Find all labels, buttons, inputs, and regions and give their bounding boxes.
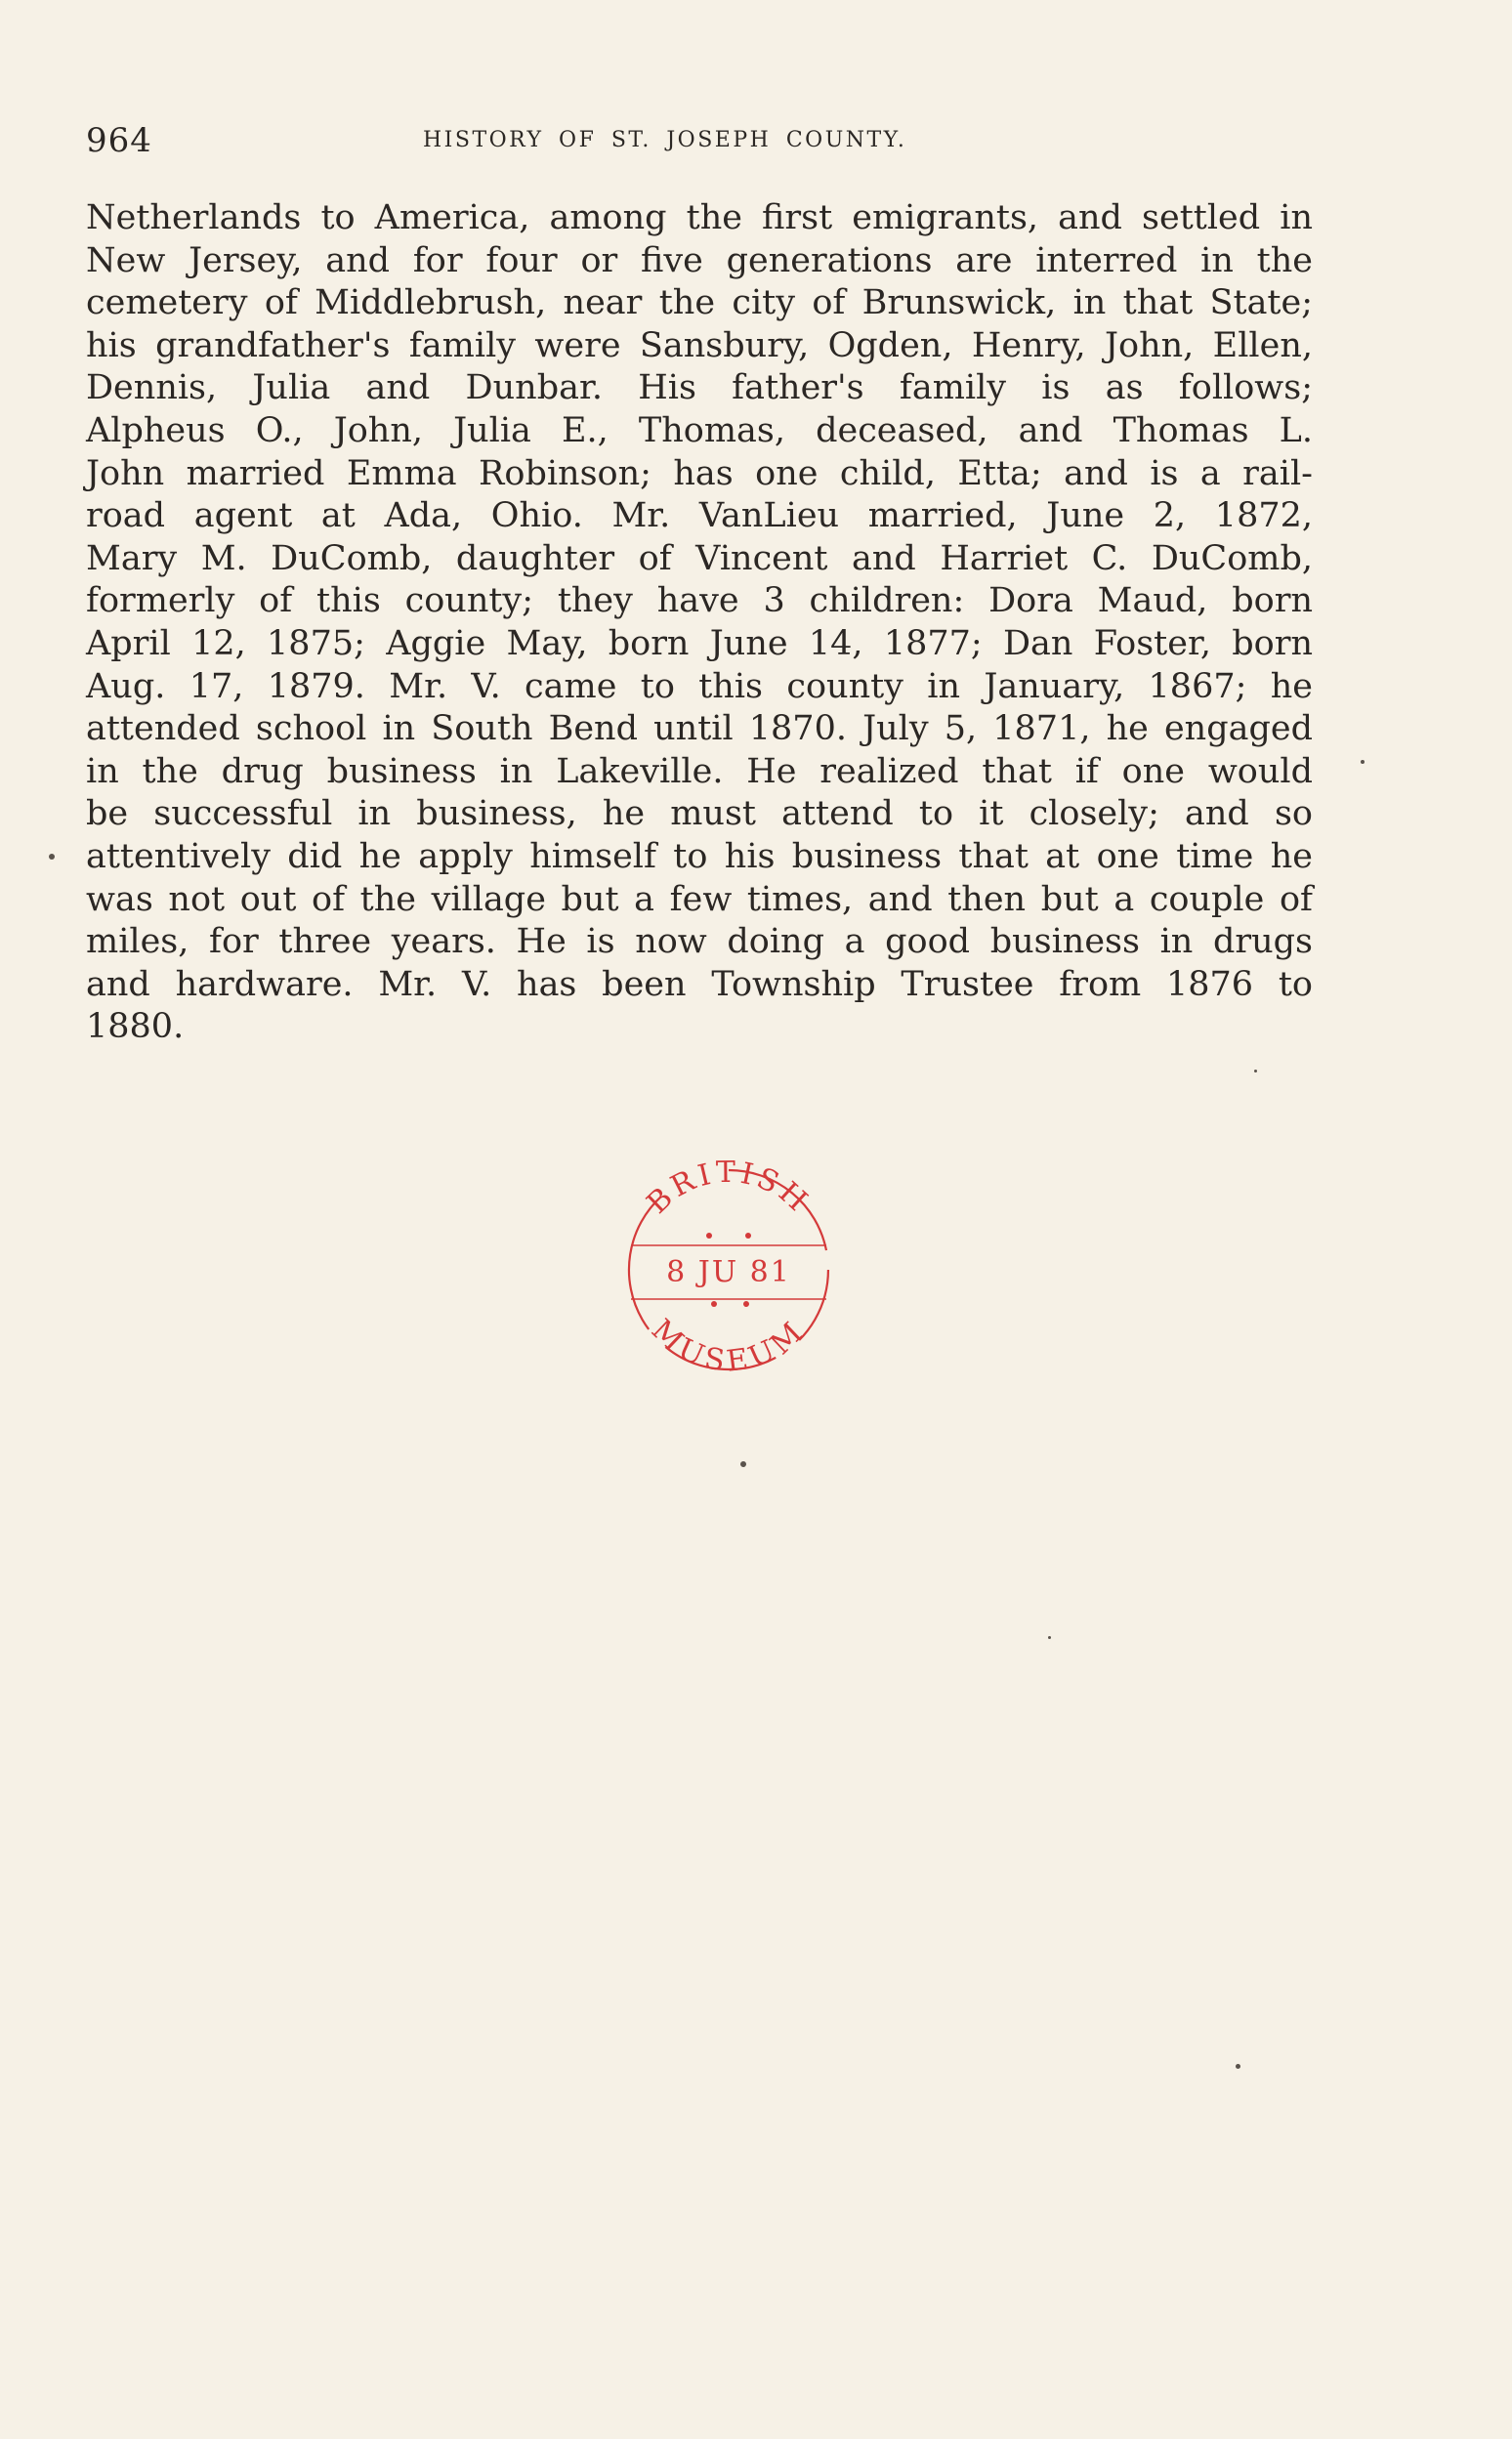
paper-speck: [1236, 2064, 1240, 2069]
text-line: April 12, 1875; Aggie May, born June 14, 1877; Dan Foster, born: [86, 623, 1313, 663]
text-line: his grandfather's family were Sansbury, Ogden, Henry, John, Ellen,: [86, 325, 1313, 365]
stamp-dot: [743, 1301, 749, 1307]
paper-speck: [740, 1461, 746, 1467]
text-line: road agent at Ada, Ohio. Mr. VanLieu married, June 2, 1872,: [86, 496, 1313, 536]
text-line: Mary M. DuComb, daughter of Vincent and Harriet C. DuComb,: [86, 538, 1313, 578]
stamp-dot: [706, 1233, 712, 1239]
stamp-bottom-text: MUSEUM: [645, 1313, 813, 1379]
text-line: 1880.: [86, 1007, 185, 1047]
running-head: [86, 117, 1317, 164]
stamp-date: 8 JU 81: [666, 1255, 791, 1289]
stamp-dot: [745, 1233, 751, 1239]
text-line: cemetery of Middlebrush, near the city of Brunswick, in that State;: [86, 283, 1313, 323]
body-paragraph: [86, 197, 1313, 1049]
text-line: Dennis, Julia and Dunbar. His father's family is as follows;: [86, 368, 1313, 408]
text-line: Alpheus O., John, Julia E., Thomas, deceased, and Thomas L.: [86, 410, 1313, 450]
text-line: in the drug business in Lakeville. He realized that if one would: [86, 751, 1313, 791]
running-title: HISTORY OF ST. JOSEPH COUNTY.: [423, 128, 907, 152]
stamp-top-text: BRITISH: [640, 1155, 817, 1221]
stamp-dot: [711, 1301, 717, 1307]
text-line: Netherlands to America, among the first emigrants, and settled in: [86, 198, 1313, 237]
text-line: was not out of the village but a few times, and then but a couple of: [86, 879, 1313, 919]
paper-speck: [1048, 1636, 1051, 1639]
text-line: be successful in business, he must attend to it closely; and so: [86, 794, 1313, 834]
text-line: formerly of this county; they have 3 children: Dora Maud, born: [86, 581, 1313, 621]
british-museum-stamp: [611, 1153, 846, 1387]
paper-speck: [1361, 760, 1365, 764]
text-line: and hardware. Mr. V. has been Township Trustee from 1876 to: [86, 964, 1313, 1004]
paper-speck: [49, 854, 55, 860]
text-line: attended school in South Bend until 1870. July 5, 1871, he engaged: [86, 709, 1313, 749]
text-line: Aug. 17, 1879. Mr. V. came to this county in January, 1867; he: [86, 666, 1313, 706]
text-line: New Jersey, and for four or five generations are interred in the: [86, 240, 1313, 280]
text-line: miles, for three years. He is now doing a good business in drugs: [86, 922, 1313, 962]
text-line: John married Emma Robinson; has one child, Etta; and is a rail-: [86, 453, 1313, 493]
page-number: 964: [86, 121, 152, 160]
text-line: attentively did he apply himself to his business that at one time he: [86, 836, 1313, 876]
paper-speck: [1254, 1070, 1257, 1072]
